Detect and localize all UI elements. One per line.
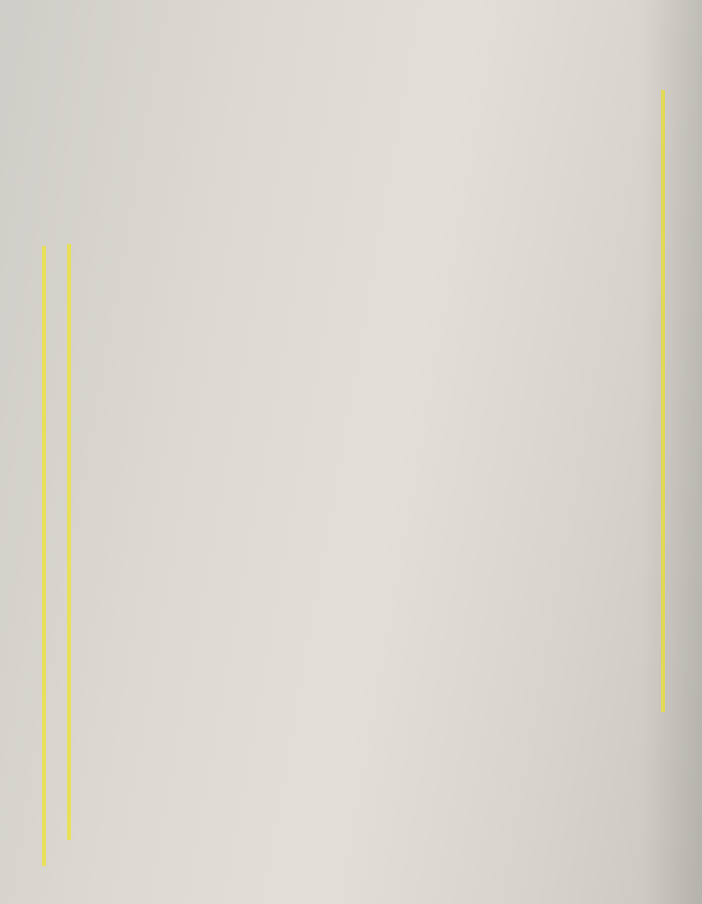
letter-highlight-bar — [67, 244, 71, 840]
left-highlight-bar — [42, 246, 46, 866]
page-shadow — [642, 0, 702, 904]
